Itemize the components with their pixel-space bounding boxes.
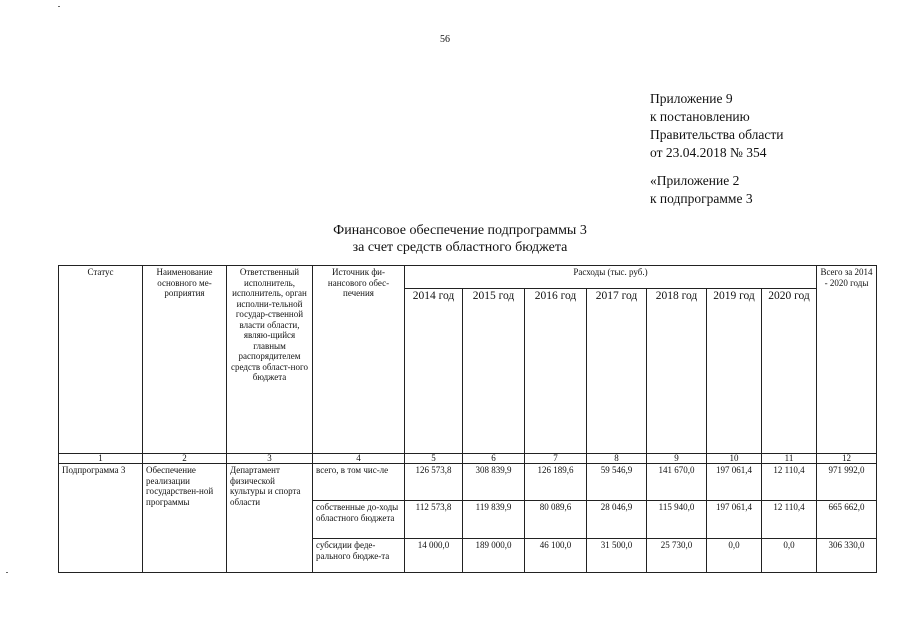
value-cell: 112 573,8 xyxy=(405,501,463,539)
column-number: 9 xyxy=(647,454,707,464)
table-row xyxy=(59,464,877,501)
header-year: 2018 год xyxy=(647,289,707,454)
row-source: всего, в том чис-ле xyxy=(313,464,405,501)
column-number: 10 xyxy=(707,454,762,464)
scan-speck xyxy=(6,572,8,573)
header-year: 2016 год xyxy=(525,289,587,454)
title-line-2: за счет средств областного бюджета xyxy=(352,240,568,255)
row-status: Подпрограмма 3 xyxy=(59,464,143,573)
column-number: 6 xyxy=(463,454,525,464)
value-cell: 0,0 xyxy=(762,539,817,573)
column-number: 11 xyxy=(762,454,817,464)
column-number: 1 xyxy=(59,454,143,464)
header-expenses: Расходы (тыс. руб.) xyxy=(405,266,817,289)
value-cell: 46 100,0 xyxy=(525,539,587,573)
header-year: 2020 год xyxy=(762,289,817,454)
header-source: Источник фи-нансового обес-печения xyxy=(313,266,405,454)
budget-table xyxy=(58,265,877,573)
value-cell: 12 110,4 xyxy=(762,464,817,501)
column-number: 2 xyxy=(143,454,227,464)
column-number: 8 xyxy=(587,454,647,464)
page-number: 56 xyxy=(440,34,450,45)
header-year: 2019 год xyxy=(707,289,762,454)
value-cell: 115 940,0 xyxy=(647,501,707,539)
appendix-sub-line: к подпрограмме 3 xyxy=(650,191,753,206)
row-source: субсидии феде-рального бюдже-та xyxy=(313,539,405,573)
row-executor: Департамент физической культуры и спорта области xyxy=(227,464,313,573)
header-name: Наименование основного ме-роприятия xyxy=(143,266,227,454)
column-number: 3 xyxy=(227,454,313,464)
title-line-1: Финансовое обеспечение подпрограммы 3 xyxy=(333,223,587,238)
value-cell: 12 110,4 xyxy=(762,501,817,539)
value-cell: 28 046,9 xyxy=(587,501,647,539)
total-cell: 665 662,0 xyxy=(817,501,877,539)
header-status: Статус xyxy=(59,266,143,454)
document-title xyxy=(250,222,670,256)
appendix-line: Правительства области xyxy=(650,127,784,142)
total-cell: 971 992,0 xyxy=(817,464,877,501)
total-cell: 306 330,0 xyxy=(817,539,877,573)
appendix-block xyxy=(650,90,783,208)
appendix-line: к постановлению xyxy=(650,109,750,124)
value-cell: 14 000,0 xyxy=(405,539,463,573)
value-cell: 126 573,8 xyxy=(405,464,463,501)
column-number: 5 xyxy=(405,454,463,464)
value-cell: 59 546,9 xyxy=(587,464,647,501)
header-year: 2015 год xyxy=(463,289,525,454)
value-cell: 80 089,6 xyxy=(525,501,587,539)
value-cell: 141 670,0 xyxy=(647,464,707,501)
column-number-row xyxy=(59,454,877,464)
column-number: 12 xyxy=(817,454,877,464)
row-name: Обеспечение реализации государствен-ной программы xyxy=(143,464,227,573)
appendix-line: от 23.04.2018 № 354 xyxy=(650,145,767,160)
header-row xyxy=(59,266,877,289)
value-cell: 197 061,4 xyxy=(707,501,762,539)
appendix-line: Приложение 9 xyxy=(650,91,733,106)
value-cell: 189 000,0 xyxy=(463,539,525,573)
header-year: 2014 год xyxy=(405,289,463,454)
scan-speck xyxy=(58,6,60,7)
value-cell: 197 061,4 xyxy=(707,464,762,501)
header-executor: Ответственный исполнитель, исполнитель, орган исполни-тельной государ-ственной власти области, являю-щийся главным распорядителем средств област-ного бюджета xyxy=(227,266,313,454)
row-source: собственные до-ходы областного бюджета xyxy=(313,501,405,539)
appendix-gap xyxy=(650,162,783,172)
value-cell: 0,0 xyxy=(707,539,762,573)
value-cell: 126 189,6 xyxy=(525,464,587,501)
column-number: 7 xyxy=(525,454,587,464)
header-total: Всего за 2014 - 2020 годы xyxy=(817,266,877,454)
value-cell: 25 730,0 xyxy=(647,539,707,573)
value-cell: 31 500,0 xyxy=(587,539,647,573)
appendix-sub-line: «Приложение 2 xyxy=(650,173,740,188)
value-cell: 308 839,9 xyxy=(463,464,525,501)
column-number: 4 xyxy=(313,454,405,464)
value-cell: 119 839,9 xyxy=(463,501,525,539)
header-year: 2017 год xyxy=(587,289,647,454)
